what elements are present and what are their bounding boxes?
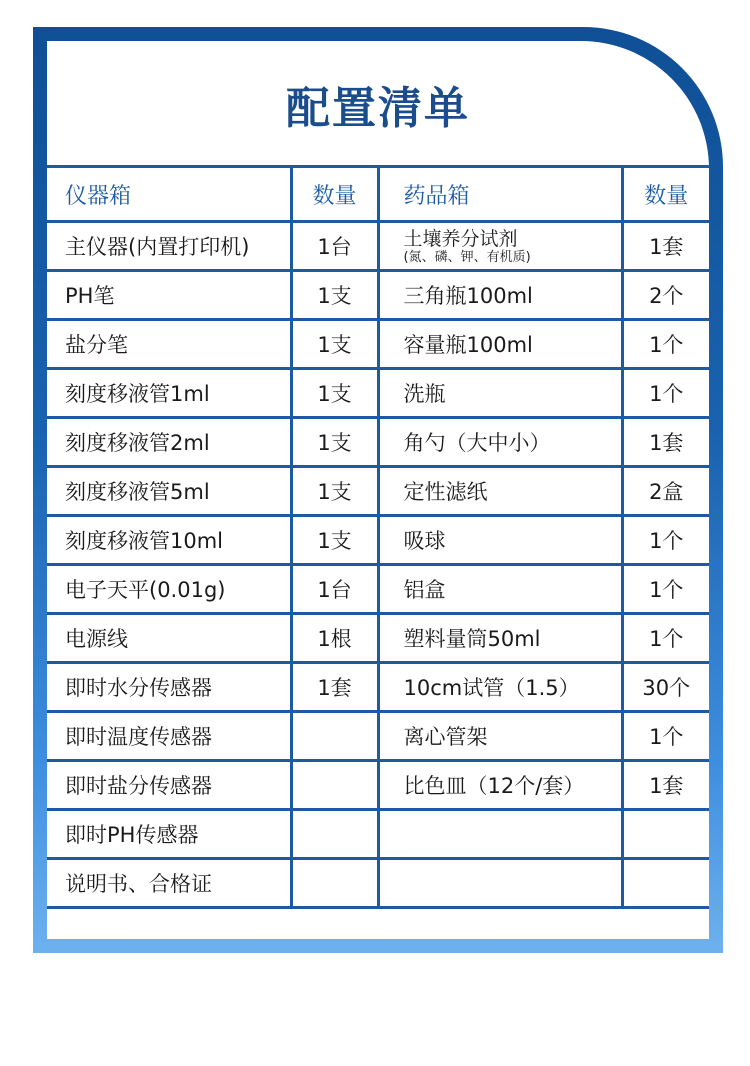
reagent-name: 10cm试管（1.5） — [378, 663, 622, 712]
item-qty — [291, 761, 378, 810]
reagent-name: 三角瓶100ml — [378, 271, 622, 320]
item-name: 即时PH传感器 — [47, 810, 291, 859]
reagent-qty: 2盒 — [622, 467, 709, 516]
item-qty: 1支 — [291, 418, 378, 467]
table-row — [47, 271, 709, 320]
item-name: PH笔 — [47, 271, 291, 320]
table-row — [47, 859, 709, 908]
table-row — [47, 712, 709, 761]
table-row — [47, 761, 709, 810]
reagent-qty: 1套 — [622, 418, 709, 467]
table-row — [47, 320, 709, 369]
reagent-qty: 1个 — [622, 712, 709, 761]
item-qty: 1支 — [291, 320, 378, 369]
reagent-name-detail: (氮、磷、钾、有机质) — [403, 249, 531, 265]
reagent-qty: 1个 — [622, 320, 709, 369]
item-name: 即时温度传感器 — [47, 712, 291, 761]
table-row — [47, 810, 709, 859]
item-name: 刻度移液管2ml — [47, 418, 291, 467]
reagent-name: 洗瓶 — [378, 369, 622, 418]
table-row — [47, 369, 709, 418]
item-qty — [291, 859, 378, 908]
reagent-qty: 1套 — [622, 761, 709, 810]
item-qty — [291, 810, 378, 859]
reagent-name: 容量瓶100ml — [378, 320, 622, 369]
item-name: 刻度移液管10ml — [47, 516, 291, 565]
table-row — [47, 418, 709, 467]
item-qty: 1支 — [291, 271, 378, 320]
reagent-qty: 1个 — [622, 565, 709, 614]
reagent-qty — [622, 810, 709, 859]
header-reagent-qty: 数量 — [622, 167, 709, 222]
item-qty: 1台 — [291, 565, 378, 614]
reagent-name — [378, 222, 622, 271]
reagent-name: 塑料量筒50ml — [378, 614, 622, 663]
reagent-name — [378, 810, 622, 859]
reagent-name: 离心管架 — [378, 712, 622, 761]
item-qty: 1根 — [291, 614, 378, 663]
header-instrument-box: 仪器箱 — [47, 167, 291, 222]
reagent-qty: 1个 — [622, 614, 709, 663]
reagent-qty: 1个 — [622, 369, 709, 418]
item-name: 盐分笔 — [47, 320, 291, 369]
reagent-name-main: 土壤养分试剂 — [403, 227, 518, 250]
reagent-qty: 1个 — [622, 516, 709, 565]
reagent-name: 角勺（大中小） — [378, 418, 622, 467]
table-row — [47, 516, 709, 565]
item-name: 电源线 — [47, 614, 291, 663]
item-name: 主仪器(内置打印机) — [47, 222, 291, 271]
table-row — [47, 663, 709, 712]
reagent-qty — [622, 859, 709, 908]
page-title: 配置清单 — [286, 83, 470, 134]
item-qty — [291, 712, 378, 761]
table-row — [47, 222, 709, 271]
reagent-qty: 1套 — [622, 222, 709, 271]
item-name: 即时水分传感器 — [47, 663, 291, 712]
reagent-qty: 30个 — [622, 663, 709, 712]
header-qty: 数量 — [291, 167, 378, 222]
reagent-name: 比色皿（12个/套） — [378, 761, 622, 810]
header-reagent-box: 药品箱 — [378, 167, 622, 222]
list-frame — [33, 27, 723, 953]
table-row — [47, 614, 709, 663]
reagent-name: 吸球 — [378, 516, 622, 565]
list-panel — [47, 41, 709, 939]
item-name: 电子天平(0.01g) — [47, 565, 291, 614]
reagent-name: 定性滤纸 — [378, 467, 622, 516]
item-name: 刻度移液管5ml — [47, 467, 291, 516]
reagent-qty: 2个 — [622, 271, 709, 320]
reagent-name — [378, 859, 622, 908]
table-row — [47, 565, 709, 614]
item-name: 说明书、合格证 — [47, 859, 291, 908]
item-qty: 1套 — [291, 663, 378, 712]
item-qty: 1台 — [291, 222, 378, 271]
config-table — [47, 165, 709, 909]
item-name: 刻度移液管1ml — [47, 369, 291, 418]
item-qty: 1支 — [291, 516, 378, 565]
table-row — [47, 467, 709, 516]
table-header-row — [47, 167, 709, 222]
item-qty: 1支 — [291, 369, 378, 418]
item-name: 即时盐分传感器 — [47, 761, 291, 810]
reagent-name: 铝盒 — [378, 565, 622, 614]
item-qty: 1支 — [291, 467, 378, 516]
